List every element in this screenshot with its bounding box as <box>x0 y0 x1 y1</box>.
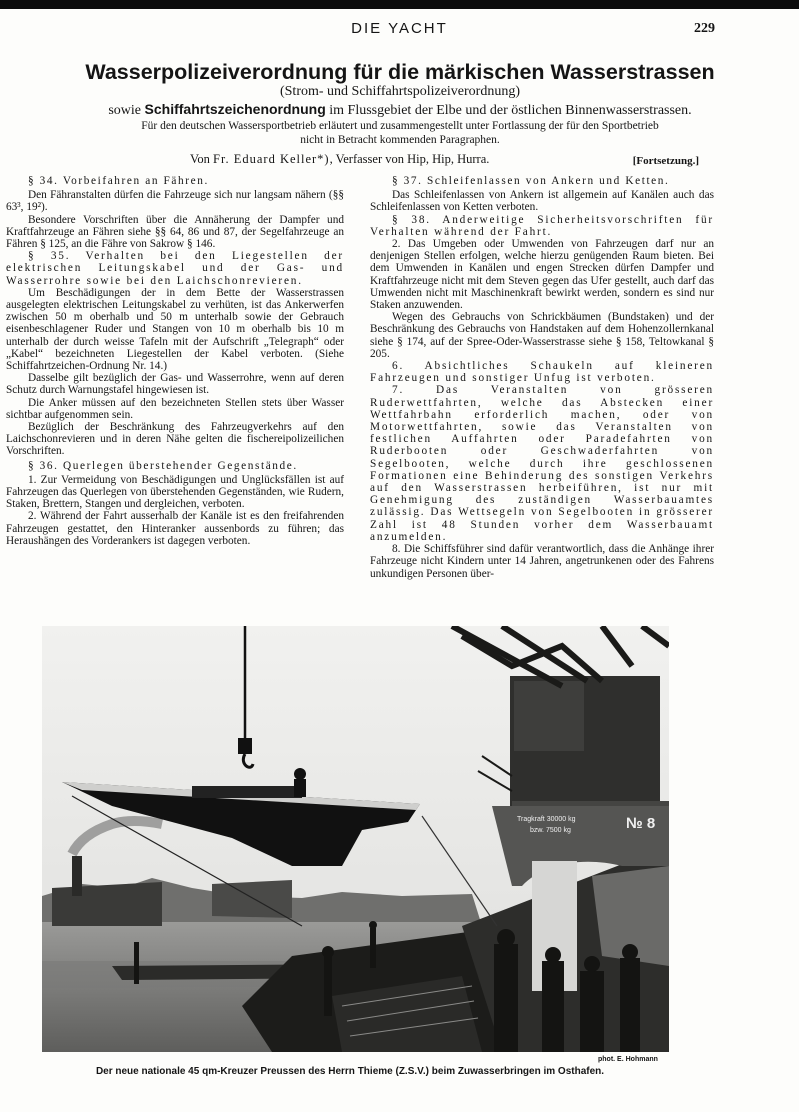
author-line <box>190 152 489 167</box>
right-column <box>370 173 714 580</box>
top-border <box>0 0 799 9</box>
paragraph: Besondere Vorschriften über die Annäherung der Dampfer und Kraftfahrzeuge an Fähren siehe §§ 64, 86 und 87, der Segelfahrzeuge an Fähren § 125, an die Fähre von Sakrow § 146. <box>6 213 344 251</box>
subtitle-2-post: im Flussgebiet der Elbe und der östlichen Binnenwasserstrassen. <box>329 103 692 118</box>
section-heading: § 35. Verhalten bei den Liegestellen der elektrischen Leitungskabel und der Gas- und Wasserrohre sowie bei den Laichschonrevieren. <box>6 250 344 287</box>
article-intro <box>80 119 720 147</box>
running-head: DIE YACHT <box>351 20 448 37</box>
photo-caption: Der neue nationale 45 qm-Kreuzer Preussen des Herrn Thieme (Z.S.V.) beim Zuwasserbringen im Osthafen. <box>95 1066 605 1077</box>
paragraph: 1. Zur Vermeidung von Beschädigungen und Unglücksfällen ist auf Fahrzeugen das Querlegen von überstehenden Gegenständen, wie Rudern, Staken, Brettern, Stangen und dergleichen, verboten. <box>6 473 344 511</box>
paragraph: Bezüglich der Beschränkung des Fahrzeugverkehrs auf den Laichschonrevieren und in deren Nähe gelten die fischereipolizeilichen Vorschriften. <box>6 421 344 458</box>
section-heading: 6. Absichtliches Schaukeln auf kleineren Fahrzeugen und sonstiger Unfug ist verboten. <box>370 360 714 385</box>
section-heading: § 34. Vorbeifahren an Fähren. <box>28 175 209 187</box>
photo-crane-yacht <box>42 626 669 1052</box>
subtitle-2-pre: sowie <box>108 103 142 118</box>
paragraph: 2. Während der Fahrt ausserhalb der Kanäle ist es den freifahrenden Fahrzeugen gestattet, den Hinteranker aussenbords zu führen; das Heraushängen des Vorderankers ist dagegen verboten. <box>6 510 344 547</box>
article-title: Wasserpolizeiverordnung für die märkischen Wasserstrassen <box>85 60 715 84</box>
section-heading: § 37. Schleifenlassen von Ankern und Ketten. <box>392 175 670 187</box>
intro-line-1: Für den deutschen Wassersportbetrieb erläutert und zusammengestellt unter Fortlassung der für den Sportbetrieb <box>141 120 659 132</box>
subtitle-2-bold: Schiffahrtszeichenordnung <box>144 101 326 117</box>
section-heading: § 38. Anderweitige Sicherheitsvorschriften für Verhalten während der Fahrt. <box>370 213 714 238</box>
section-heading: 7. Das Veranstalten von grösseren Ruderwettfahrten, welche das Abstecken einer Wettfahrbahn erforderlich machen, oder von Motorwettfahrten, sowie das Veranstalten von festlichen Auffahrten oder Paradefahrten von Ruderbooten oder Geschwaderfahrten von Segelbooten, welche durch ihre geschlossenen Formationen eine Behinderung des sonstigen Verkehrs auf den Wasserstrassen herbeiführen, ist nur mit Genehmigung des zuständigen Wasserbauamtes zulässig. Das Wettsegeln von Segelbooten in grösserer Zahl ist 48 Stunden vorher dem Wasserbauamt anzumelden. <box>370 384 714 543</box>
paragraph: Um Beschädigungen der in dem Bette der Wasserstrassen ausgelegten elektrischen Leitungskabel zu verhüten, ist das Ankerwerfen zwischen 50 m oberhalb und 50 m unterhalb sowie der Gebrauch eisenbeschlagener Ruder und Stangen von 10 m oberhalb bis 10 m unterhalb der durch weisse Tafeln mit der Aufschrift „Telegraph“ oder „Kabel“ bezeichneten Liegestellen der Kabel verboten. (Siehe Schiffahrtzeichen-Ordnung Nr. 14.) <box>6 286 344 373</box>
left-column <box>6 173 344 547</box>
intro-line-2: nicht in Betracht kommenden Paragraphen. <box>300 134 500 146</box>
paragraph: Wegen des Gebrauchs von Schrickbäumen (Bundstaken) und der Beschränkung des Gebrauchs von Handstaken auf dem Hohenzollernkanal siehe § 174, auf der Spree-Oder-Wasserstrasse siehe § 158, Teltowkanal § 205. <box>370 311 714 360</box>
author-post: , Verfasser von Hip, Hip, Hurra. <box>329 152 490 166</box>
photo-credit: phot. E. Hohmann <box>598 1056 658 1063</box>
paragraph: Die Anker müssen auf den bezeichneten Stellen stets über Wasser sichtbar aufgenommen sein. <box>6 396 344 421</box>
crane-number: № 8 <box>626 815 656 832</box>
continuation-mark: [Fortsetzung.] <box>632 155 699 167</box>
paragraph: Das Schleifenlassen von Ankern ist allgemein auf Kanälen auch das Schleifenlassen von Ketten verboten. <box>370 189 714 214</box>
paragraph: Den Fähranstalten dürfen die Fahrzeuge sich nur langsam nähern (§§ 63³, 19²). <box>6 189 344 214</box>
author-pre: Von <box>190 152 210 166</box>
author-name: Fr. Eduard Keller*) <box>213 152 330 166</box>
crane-sign-capacity-2: bzw. 7500 kg <box>530 827 571 834</box>
article-subtitle: (Strom- und Schiffahrtspolizeiverordnung) <box>279 84 521 99</box>
crane-sign-capacity: Tragkraft 30000 kg <box>517 816 576 823</box>
page-number: 229 <box>694 21 715 36</box>
section-heading: § 36. Querlegen überstehender Gegenstände. <box>28 459 298 472</box>
paragraph: 2. Das Umgeben oder Umwenden von Fahrzeugen darf nur an denjenigen Stellen erfolgen, welche hierzu genügenden Raum bieten. Bei dem Umwenden in Kanälen und engen Strecken dürfen Dampfer und Kraftfahrzeuge nicht mit dem Steven gegen das Ufer gestellt, auch darf das Umwenden nicht mit Maschinenkraft bewirkt werden, sondern es sind nur Staken anzuwenden. <box>370 238 714 312</box>
paragraph: 8. Die Schiffsführer sind dafür verantwortlich, dass die Anhänge ihrer Fahrzeuge nicht Kindern unter 14 Jahren, angetrunkenen oder des Fahrens unkundigen Personen über- <box>370 543 714 580</box>
article-subtitle-2 <box>40 101 760 119</box>
paragraph: Dasselbe gilt bezüglich der Gas- und Wasserrohre, wenn auf deren Schutz durch Warnungstafel hingewiesen ist. <box>6 372 344 397</box>
